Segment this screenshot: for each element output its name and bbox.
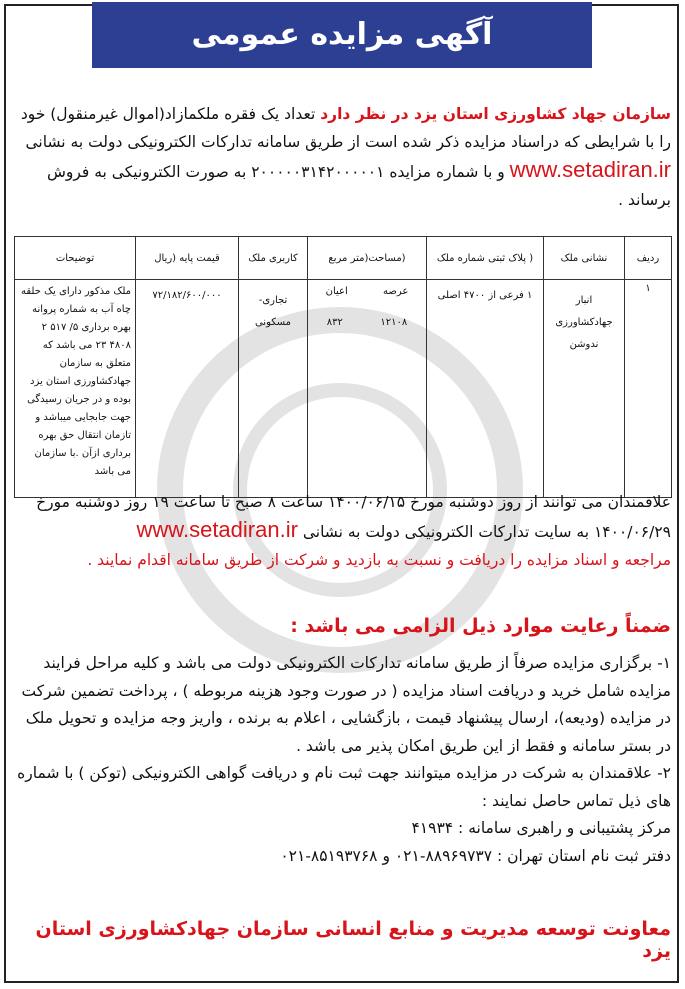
header-usage: کاربری ملک bbox=[239, 237, 308, 280]
header-area: (مساحت(متر مربع bbox=[308, 237, 427, 280]
subheader-arseh: عرصه bbox=[383, 286, 409, 297]
table-row bbox=[15, 280, 672, 498]
deadline-red-text: مراجعه و اسناد مزایده را دریافت و نسبت به بازدید و شرکت از طریق سامانه اقدام نمایند . bbox=[87, 551, 671, 569]
setadiran-link[interactable]: www.setadiran.ir bbox=[509, 157, 671, 182]
note-item-2: ۲- علاقمندان به شرکت در مزایده میتوانند جهت ثبت نام و دریافت گواهی الکترونیکی (توکن ) با شماره های ذیل تماس حاصل نمایند : bbox=[17, 764, 671, 810]
auction-table bbox=[14, 236, 672, 498]
note-item-1: ۱- برگزاری مزایده صرفاً از طریق سامانه تدارکات الکترونیکی دولت می باشد و کلیه مراحل فرایند مزایده شامل خرید و دریافت اسناد مزایده ( در صورت وجود هزینه مربوطه ) ، پرداخت تضمین شرکت در مزایده (ودیعه)، ارسال پیشنهاد قیمت ، بازگشایی ، اعلام به برنده ، واریز وجه مزایده و تحویل ملک در بستر سامانه و فقط از این طریق امکان پذیر می باشد . bbox=[21, 654, 671, 755]
subheader-ayan: اعیان bbox=[325, 286, 348, 297]
area-subheaders bbox=[308, 286, 426, 297]
intro-text-1: تعداد یک فقره ملکمازاد(اموال غیرمنقول) خود را با شرایطی که دراسناد مزایده ذکر شده است از طریق سامانه تدارکات الکترونیکی دولت به نشانی bbox=[20, 105, 671, 151]
header-address: نشانی ملک bbox=[544, 237, 625, 280]
cell-price: ۷۲/۱۸۲/۶۰۰/۰۰۰ bbox=[136, 280, 239, 498]
intro-text-2: و با شماره مزایده ۲۰۰۰۰۰۳۱۴۲۰۰۰۰۰۱ به صورت الکترونیکی به فروش برساند . bbox=[46, 163, 671, 209]
footer-signature: معاونت توسعه مدیریت و منابع انسانی سازمان جهادکشاورزی استان یزد bbox=[35, 918, 671, 962]
organization-name: سازمان جهاد کشاورزی استان یزد در نظر دارد bbox=[320, 105, 671, 123]
value-ayan: ۸۳۲ bbox=[326, 317, 343, 328]
cell-notes: ملک مذکور دارای یک حلقه چاه آب به شماره پروانه بهره برداری ۵/ ۵۱۷ ۲ ۴۸۰۸ ۲۳ می باشد که متعلق به سازمان جهادکشاورزی استان یزد بوده و در جریان رسیدگی جهت جابجایی میباشد و تازمان انتقال حق بهره برداری ازآن .با سازمان می باشد bbox=[15, 280, 136, 498]
cell-row-number: ۱ bbox=[625, 280, 672, 498]
cell-address: انبار جهادکشاورزی ندوشن bbox=[544, 280, 625, 498]
header-notes: توضیحات bbox=[15, 237, 136, 280]
header-row-number: ردیف bbox=[625, 237, 672, 280]
notes-title: ضمناً رعایت موارد ذیل الزامی می باشد : bbox=[290, 615, 671, 637]
setadiran-link-2[interactable]: www.setadiran.ir bbox=[136, 517, 298, 542]
header-price: قیمت پایه (ریال bbox=[136, 237, 239, 280]
intro-paragraph bbox=[14, 100, 671, 214]
area-values bbox=[308, 317, 426, 328]
page-title: آگهی مزایده عمومی bbox=[92, 2, 592, 68]
cell-usage: تجاری- مسکونی bbox=[239, 280, 308, 498]
support-phone: مرکز پشتیبانی و راهبری سامانه : ۴۱۹۳۴ bbox=[411, 819, 671, 837]
cell-plaque: ۱ فرعی از ۴۷۰۰ اصلی bbox=[427, 280, 544, 498]
notes-body bbox=[14, 650, 671, 870]
tehran-phone: دفتر ثبت نام استان تهران : ۸۸۹۶۹۷۳۷-۰۲۱ و ۸۵۱۹۳۷۶۸-۰۲۱ bbox=[280, 846, 671, 865]
cell-area bbox=[308, 280, 427, 498]
deadline-paragraph bbox=[14, 488, 671, 574]
header-plaque: ( پلاک ثبتی شماره ملک bbox=[427, 237, 544, 280]
value-arseh: ۱۲۱۰۸ bbox=[380, 317, 408, 328]
deadline-text: علاقمندان می توانند از روز دوشنبه مورخ ۱۴۰۰/۰۶/۱۵ ساعت ۸ صبح تا ساعت ۱۹ روز دوشنبه مورخ ۱۴۰۰/۰۶/۲۹ به سایت تدارکات الکترونیکی دولت به نشانی bbox=[36, 493, 671, 541]
table-header-row bbox=[15, 237, 672, 280]
